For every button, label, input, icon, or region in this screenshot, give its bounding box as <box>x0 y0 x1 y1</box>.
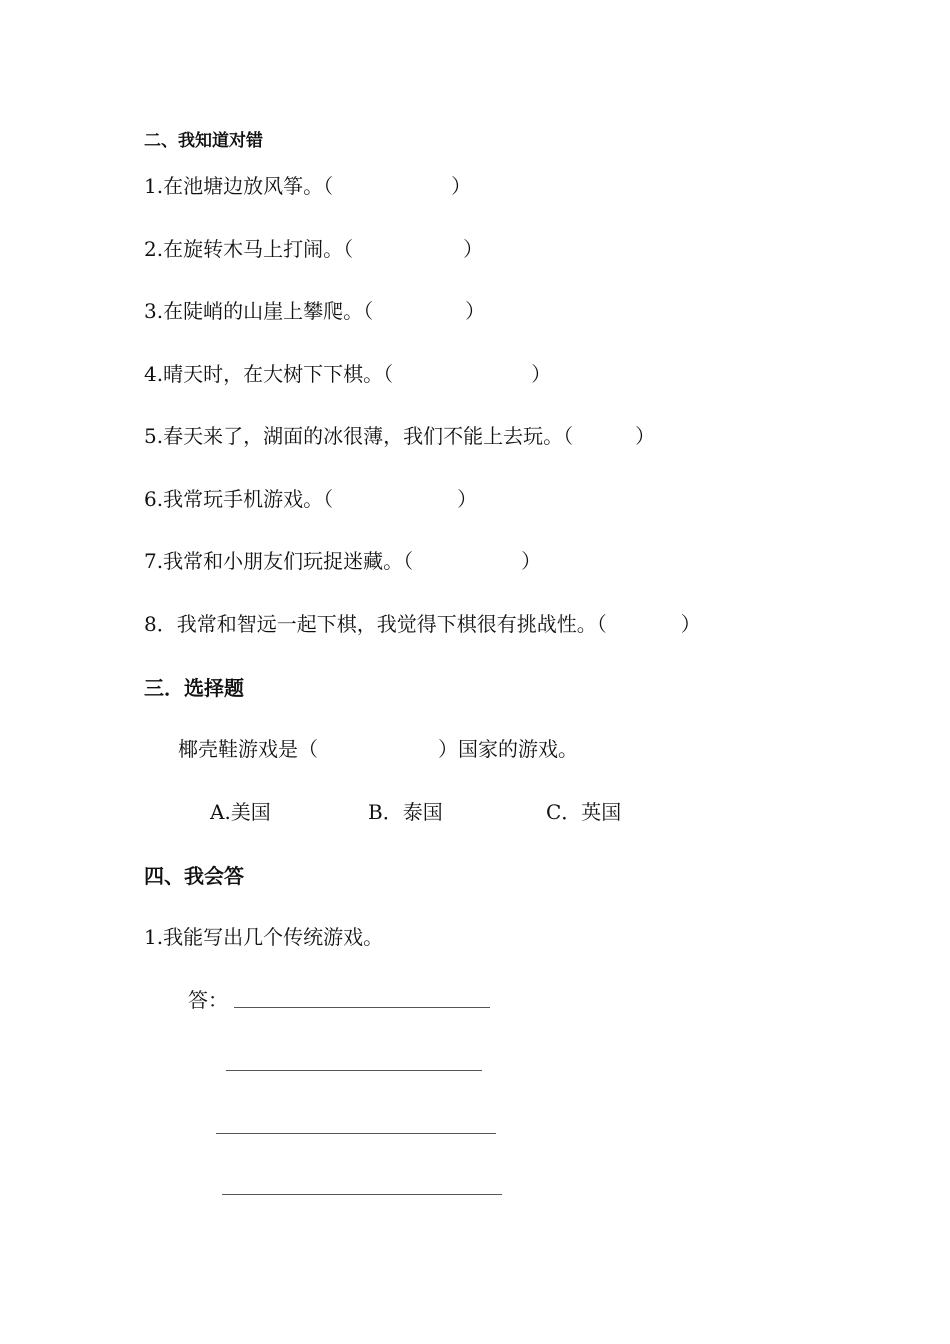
question-1: 1.在池塘边放风筝。（ ） <box>144 174 472 198</box>
question-2: 2.在旋转木马上打闹。（ ） <box>144 237 484 261</box>
option-a[interactable]: A.美国 <box>210 800 271 824</box>
section4-title: 四、我会答 <box>144 864 244 888</box>
answer-line-1[interactable] <box>234 1007 490 1008</box>
answer-line-3[interactable] <box>216 1133 496 1134</box>
question-6: 6.我常玩手机游戏。（ ） <box>144 487 478 511</box>
option-c[interactable]: C．英国 <box>546 800 622 824</box>
option-b[interactable]: B．泰国 <box>368 800 443 824</box>
answer-line-2[interactable] <box>226 1070 482 1071</box>
question-8: 8．我常和智远一起下棋，我觉得下棋很有挑战性。（ ） <box>144 612 701 636</box>
choice-question: 椰壳鞋游戏是（ ）国家的游戏。 <box>178 737 578 761</box>
question-4: 4.晴天时，在大树下下棋。（ ） <box>144 362 552 386</box>
question-3: 3.在陡峭的山崖上攀爬。（ ） <box>144 299 486 323</box>
section3-title: 三．选择题 <box>144 676 244 700</box>
answer-line-4[interactable] <box>222 1194 502 1195</box>
answer-label: 答： <box>188 988 228 1012</box>
question-7: 7.我常和小朋友们玩捉迷藏。（ ） <box>144 549 542 573</box>
question-5: 5.春天来了，湖面的冰很薄，我们不能上去玩。（ ） <box>144 424 656 448</box>
section2-title: 二、我知道对错 <box>144 131 263 151</box>
open-question: 1.我能写出几个传统游戏。 <box>144 925 384 949</box>
